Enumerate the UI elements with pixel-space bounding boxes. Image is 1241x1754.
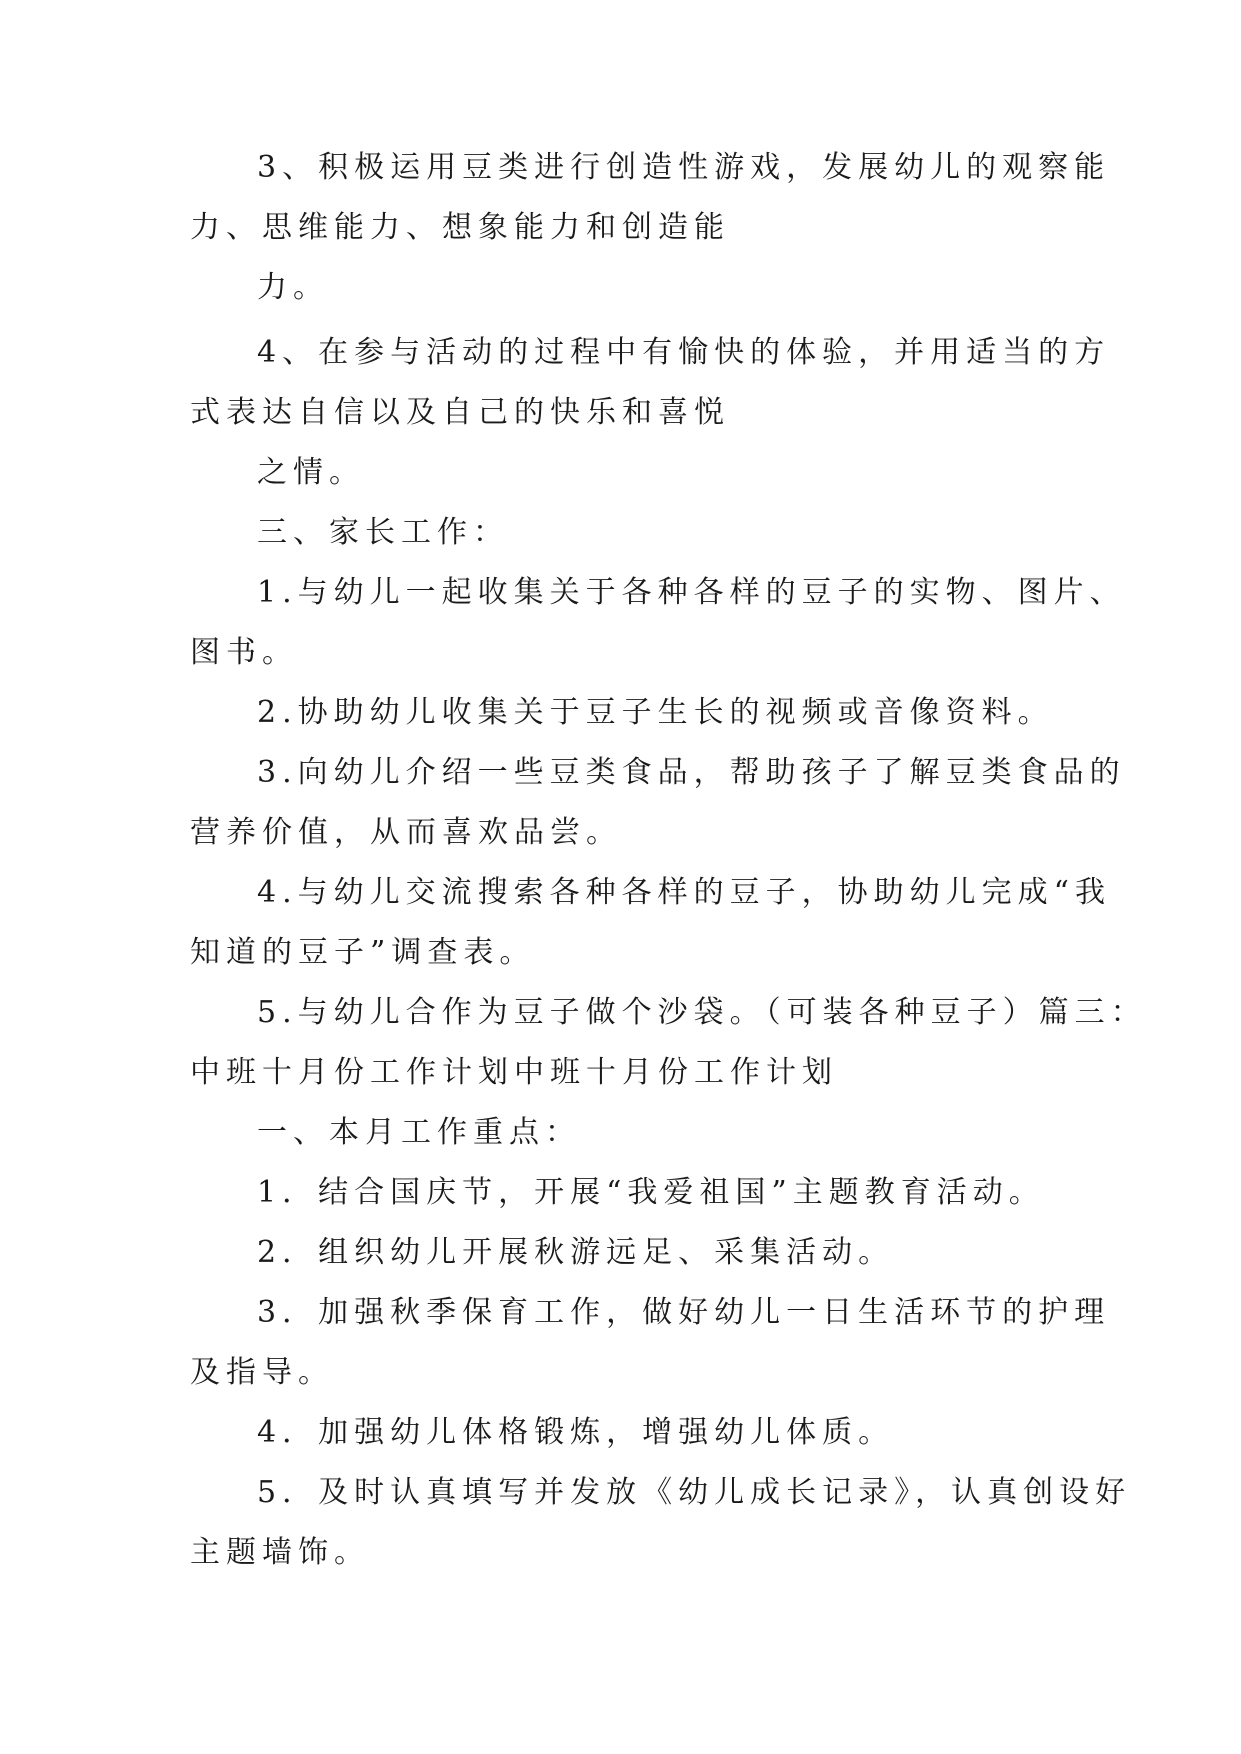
text-line: 3.向幼儿介绍一些豆类食品，帮助孩子了解豆类食品的 bbox=[257, 755, 1126, 790]
text-line: 4.与幼儿交流搜索各种各样的豆子，协助幼儿完成“我 bbox=[257, 875, 1111, 910]
text-line: 之情。 bbox=[257, 455, 365, 490]
text-line: 3．加强秋季保育工作，做好幼儿一日生活环节的护理 bbox=[257, 1295, 1111, 1330]
text-line: 三、家长工作： bbox=[257, 515, 509, 550]
text-line: 1．结合国庆节，开展“我爱祖国”主题教育活动。 bbox=[257, 1175, 1045, 1210]
text-line: 5．及时认真填写并发放《幼儿成长记录》，认真创设好 bbox=[257, 1475, 1132, 1510]
text-line: 力、思维能力、想象能力和创造能 bbox=[190, 210, 730, 245]
text-line: 力。 bbox=[257, 270, 329, 305]
text-line: 式表达自信以及自己的快乐和喜悦 bbox=[190, 395, 730, 430]
text-line: 2.协助幼儿收集关于豆子生长的视频或音像资料。 bbox=[257, 695, 1054, 730]
text-line: 图书。 bbox=[190, 635, 298, 670]
text-line: 5.与幼儿合作为豆子做个沙袋。（可装各种豆子）篇三： bbox=[257, 995, 1147, 1030]
text-line: 1.与幼儿一起收集关于各种各样的豆子的实物、图片、 bbox=[257, 575, 1126, 610]
text-line: 主题墙饰。 bbox=[190, 1535, 370, 1570]
text-line: 4．加强幼儿体格锻炼，增强幼儿体质。 bbox=[257, 1415, 895, 1450]
text-line: 知道的豆子”调查表。 bbox=[190, 935, 536, 970]
text-line: 及指导。 bbox=[190, 1355, 334, 1390]
text-line: 3、积极运用豆类进行创造性游戏，发展幼儿的观察能 bbox=[257, 150, 1111, 185]
text-line: 中班十月份工作计划中班十月份工作计划 bbox=[190, 1055, 838, 1090]
text-line: 2．组织幼儿开展秋游远足、采集活动。 bbox=[257, 1235, 895, 1270]
text-line: 一、本月工作重点： bbox=[257, 1115, 581, 1150]
text-line: 营养价值，从而喜欢品尝。 bbox=[190, 815, 622, 850]
text-line: 4、在参与活动的过程中有愉快的体验，并用适当的方 bbox=[257, 335, 1111, 370]
